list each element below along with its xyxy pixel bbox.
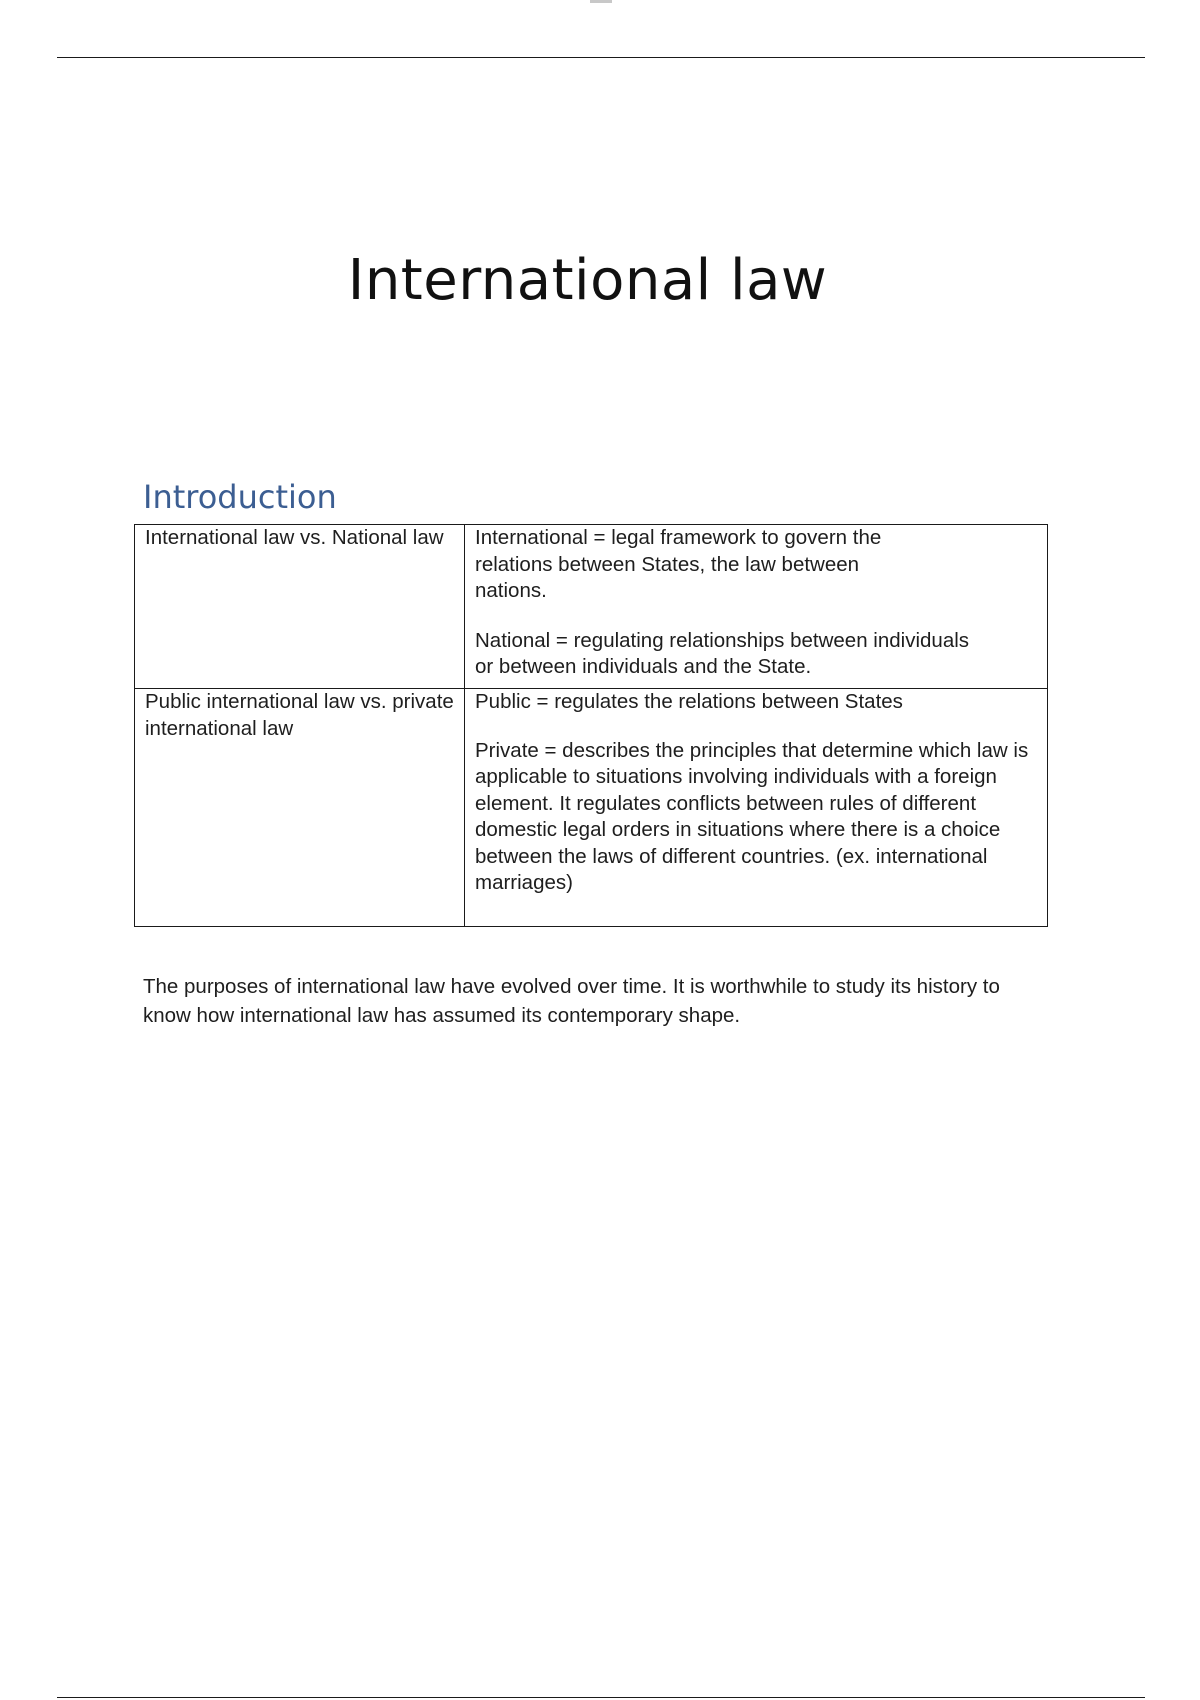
table-row	[135, 525, 1048, 689]
section-heading-introduction: Introduction	[143, 478, 337, 516]
header-rule	[57, 57, 1145, 58]
definition-paragraph: Private = describes the principles that determine which law is applicable to situations involving individuals with a foreign element. It regulates conflicts between rules of different domestic legal orders in situations where there is a choice between the laws of different countries. (ex. international marriages)	[475, 738, 1029, 894]
document-title: International law	[347, 248, 828, 313]
term-cell	[135, 525, 465, 689]
body-paragraph: The purposes of international law have evolved over time. It is worthwhile to study its history to know how international law has assumed its contemporary shape.	[143, 975, 1000, 1027]
term-label: Public international law vs. private international law	[145, 690, 454, 740]
footer-rule	[57, 1697, 1145, 1698]
comparison-table	[134, 524, 1048, 927]
definition-paragraph: Public = regulates the relations between States	[475, 690, 903, 713]
definition-cell	[465, 689, 1048, 927]
table-row	[135, 689, 1048, 927]
definition-cell	[465, 525, 1048, 689]
term-cell	[135, 689, 465, 927]
term-label: International law vs. National law	[145, 526, 444, 549]
definition-paragraph: International = legal framework to govern the relations between States, the law between nations.	[475, 526, 882, 602]
page-top-marker	[590, 0, 612, 3]
definition-paragraph: National = regulating relationships between individuals or between individuals and the State.	[475, 628, 970, 678]
